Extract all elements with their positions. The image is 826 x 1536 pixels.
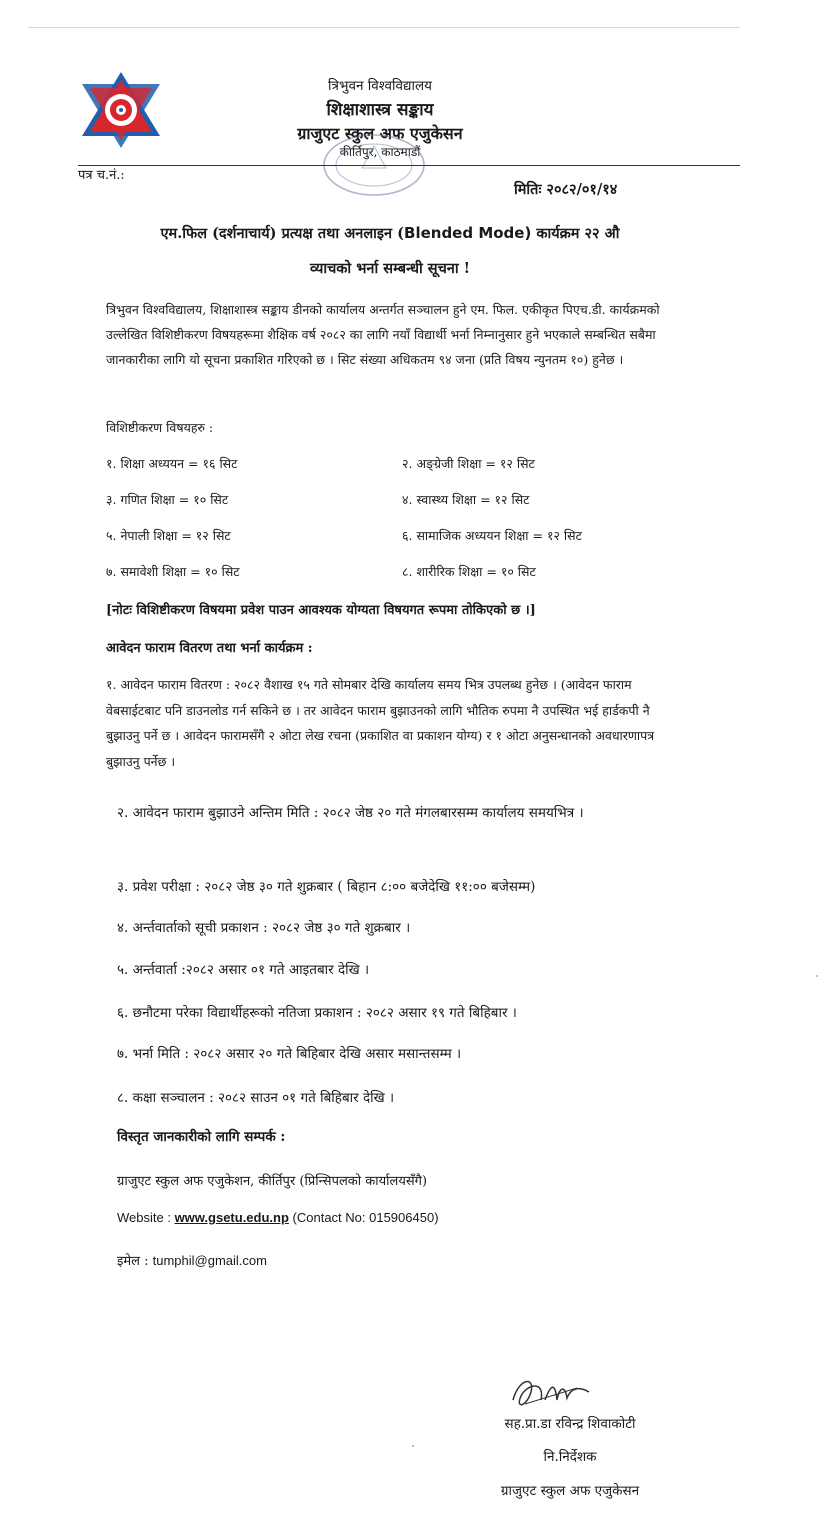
schedule-item-8: ८. कक्षा सञ्चालन : २०८२ साउन ०१ गते बिहिबार देखि । xyxy=(117,1090,395,1106)
schedule-item-7: ७. भर्ना मिति : २०८२ असार २० गते बिहिबार देखि असार मसान्तसम्म । xyxy=(117,1046,462,1062)
specialization-title: विशिष्टीकरण विषयहरु : xyxy=(106,420,214,435)
application-title: आवेदन फाराम वितरण तथा भर्ना कार्यक्रम : xyxy=(106,641,313,656)
intro-paragraph: त्रिभुवन विश्वविद्यालय, शिक्षाशास्त्र सङ्काय डीनको कार्यालय अन्तर्गत सञ्चालन हुने एम. फिल. एकीकृत पिएच.डी. कार्यक्रमको उल्लेखित विशिष्टीकरण विषयहरूमा शैक्षिक वर्ष २०८२ का लागि नयाँ विद्यार्थी भर्ना निम्नानुसार हुने भएकाले सम्बन्धित सबैमा जानकारीका लागि यो सूचना प्रकाशित गरिएको छ । सिट संख्या अधिकतम ९४ जना (प्रति विषय न्युनतम १०) हुनेछ । xyxy=(106,302,660,367)
notice-title-line1: एम.फिल (दर्शनाचार्य) प्रत्यक्ष तथा अनलाइन (Blended Mode) कार्यक्रम २२ औ xyxy=(160,224,620,242)
signatory-office: ग्राजुएट स्कुल अफ एजुकेसन xyxy=(500,1483,640,1499)
notice-date: मितिः २०८२/०१/१४ xyxy=(514,181,618,198)
specialization-item: २. अङ्ग्रेजी शिक्षा = १२ सिट xyxy=(402,456,535,471)
schedule-item-6: ६. छनौटमा परेका विद्यार्थीहरूको नतिजा प्रकाशन : २०८२ असार १९ गते बिहिबार । xyxy=(117,1005,517,1021)
school-name: ग्राजुएट स्कुल अफ एजुकेसन xyxy=(297,124,463,143)
schedule-item-2: २. आवेदन फाराम बुझाउने अन्तिम मिति : २०८२ जेष्ठ २० गते मंगलबारसम्म कार्यालय समयभित्र । xyxy=(117,805,584,821)
specialization-item: ५. नेपाली शिक्षा = १२ सिट xyxy=(106,528,231,543)
scan-speck xyxy=(816,975,818,977)
specialization-item: ८. शारीरिक शिक्षा = १० सिट xyxy=(402,564,536,579)
specialization-item: ४. स्वास्थ्य शिक्षा = १२ सिट xyxy=(402,492,530,507)
schedule-item-1: १. आवेदन फाराम वितरण : २०८२ वैशाख १५ गते सोमबार देखि कार्यालय समय भित्र उपलब्ध हुनेछ । (आवेदन फाराम वेबसाईटबाट पनि डाउनलोड गर्न सकिने छ । तर आवेदन फाराम बुझाउनको लागि भौतिक रुपमा नै उपस्थित भई हार्डकपी नै बुझाउनु पर्ने छ । आवेदन फारामसँगै २ ओटा लेख रचना (प्रकाशित वा प्रकाशन योग्य) र १ ओटा अनुसन्धानको अवधारणापत्र बुझाउनु पर्नेछ । xyxy=(106,677,655,769)
school-location: कीर्तिपुर, काठमाडौं xyxy=(339,145,421,159)
email-address[interactable]: tumphil@gmail.com xyxy=(152,1253,267,1268)
contact-title: विस्तृत जानकारीको लागि सम्पर्क : xyxy=(117,1129,286,1145)
eligibility-note: [नोटः विशिष्टीकरण विषयमा प्रवेश पाउन आवश्यक योग्यता विषयगत रूपमा तोकिएको छ ।] xyxy=(106,603,536,618)
schedule-item-3: ३. प्रवेश परीक्षा : २०८२ जेष्ठ ३० गते शुक्रबार ( बिहान ८:०० बजेदेखि ११:०० बजेसम्म) xyxy=(117,879,536,895)
schedule-item-4: ४. अर्न्तवार्ताको सूची प्रकाशन : २०८२ जेष्ठ ३० गते शुक्रबार । xyxy=(117,920,411,936)
schedule-item-5: ५. अर्न्तवार्ता :२०८२ असार ०१ गते आइतबार देखि । xyxy=(117,962,370,978)
university-name: त्रिभुवन विश्वविद्यालय xyxy=(328,78,432,94)
signature-icon xyxy=(505,1370,595,1416)
signatory-position: नि.निर्देशक xyxy=(543,1449,597,1465)
contact-website-line: Website : www.gsetu.edu.np (Contact No: 015906450) xyxy=(117,1210,439,1225)
top-border xyxy=(28,27,740,28)
specialization-item: ३. गणित शिक्षा = १० सिट xyxy=(106,492,229,507)
specialization-item: १. शिक्षा अध्ययन = १६ सिट xyxy=(106,456,238,471)
signatory-name: सह.प्रा.डा रविन्द्र शिवाकोटी xyxy=(504,1416,636,1432)
scan-speck xyxy=(412,1445,414,1447)
specialization-item: ७. समावेशी शिक्षा = १० सिट xyxy=(106,564,240,579)
specialization-item: ६. सामाजिक अध्ययन शिक्षा = १२ सिट xyxy=(402,528,582,543)
website-link[interactable]: www.gsetu.edu.np xyxy=(174,1210,289,1225)
contact-address: ग्राजुएट स्कुल अफ एजुकेशन, कीर्तिपुर (प्रिन्सिपलको कार्यालयसँगै) xyxy=(117,1174,428,1189)
notice-title-line2: व्याचको भर्ना सम्बन्धी सूचना ! xyxy=(309,260,471,277)
faculty-name: शिक्षाशास्त्र सङ्काय xyxy=(326,100,434,120)
header-rule xyxy=(78,165,740,166)
contact-email-line: इमेल : tumphil@gmail.com xyxy=(117,1253,267,1269)
reference-number-label: पत्र च.नं.: xyxy=(78,168,125,183)
